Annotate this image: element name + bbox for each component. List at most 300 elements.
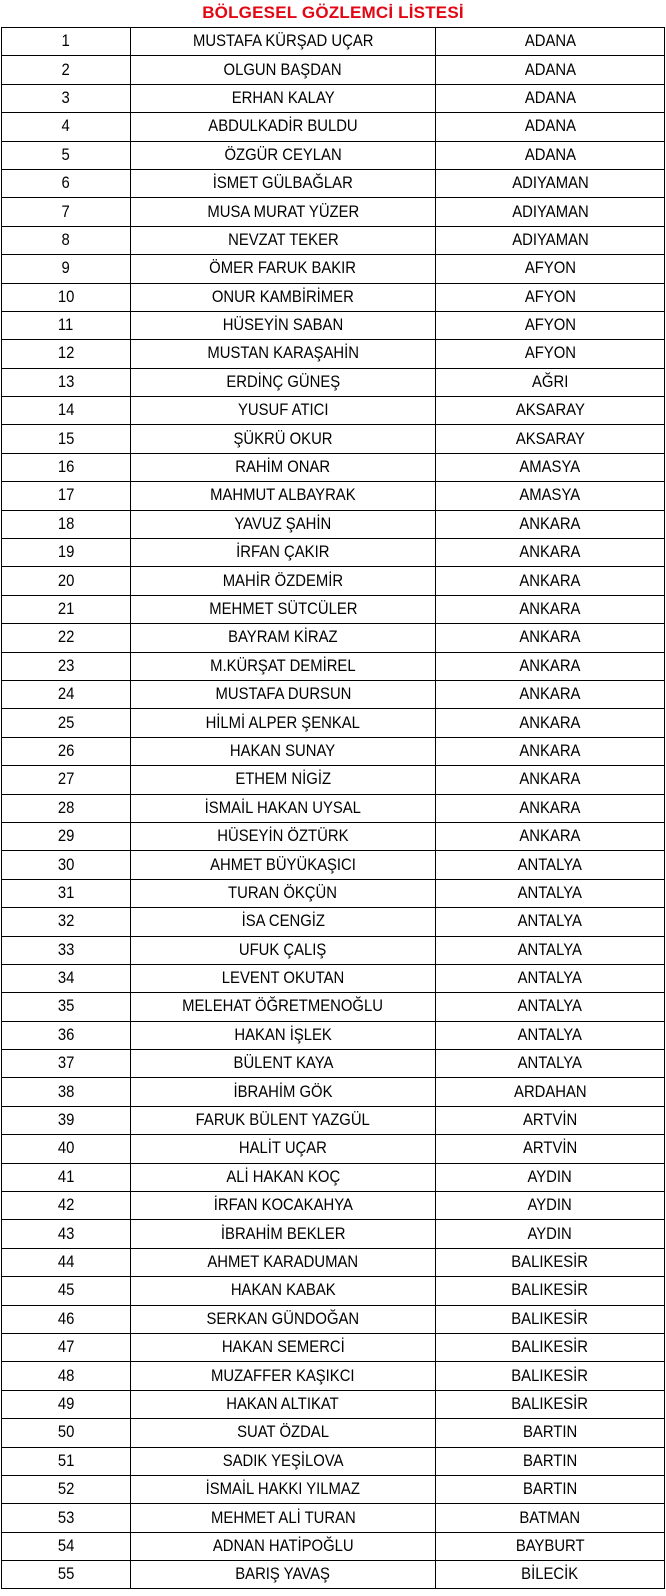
observer-city bbox=[436, 311, 665, 339]
table-row bbox=[2, 680, 665, 708]
table-row bbox=[2, 1504, 665, 1532]
row-number bbox=[2, 624, 131, 652]
observer-name bbox=[131, 879, 436, 907]
observer-name bbox=[131, 794, 436, 822]
observer-city-text: AYDIN bbox=[527, 1196, 573, 1215]
observer-name bbox=[131, 28, 436, 56]
row-number-text: 12 bbox=[57, 344, 75, 363]
observer-city bbox=[436, 936, 665, 964]
observer-city-text: AMASYA bbox=[519, 458, 581, 477]
row-number bbox=[2, 169, 131, 197]
observer-name-text: BARIŞ YAVAŞ bbox=[235, 1565, 331, 1584]
row-number-text: 10 bbox=[57, 287, 75, 306]
row-number-text: 27 bbox=[57, 770, 75, 789]
row-number-text: 39 bbox=[57, 1111, 75, 1130]
observer-city-text: ANKARA bbox=[519, 543, 581, 562]
observer-city-text: AFYON bbox=[524, 259, 576, 278]
row-number bbox=[2, 737, 131, 765]
row-number bbox=[2, 680, 131, 708]
row-number-text: 34 bbox=[57, 969, 75, 988]
observer-name-text: MEHMET SÜTCÜLER bbox=[208, 600, 358, 618]
observer-name-text: MEHMET ALİ TURAN bbox=[210, 1508, 356, 1527]
row-number-text: 35 bbox=[57, 997, 75, 1016]
observer-city-text: BALIKESİR bbox=[511, 1366, 589, 1385]
observer-city-text: ANTALYA bbox=[517, 883, 583, 902]
observer-city bbox=[436, 595, 665, 623]
observer-name bbox=[131, 453, 436, 481]
observer-city bbox=[436, 680, 665, 708]
observer-name bbox=[131, 255, 436, 283]
observer-name-text: AHMET BÜYÜKAŞICI bbox=[210, 855, 356, 874]
row-number-text: 28 bbox=[57, 798, 75, 817]
observer-city-text: AYDIN bbox=[527, 1224, 573, 1243]
table-row bbox=[2, 1419, 665, 1447]
row-number bbox=[2, 368, 131, 396]
table-row bbox=[2, 936, 665, 964]
observer-city-text: BALIKESİR bbox=[511, 1252, 589, 1271]
row-number bbox=[2, 1504, 131, 1532]
observer-name bbox=[131, 1192, 436, 1220]
observer-city-text: ANKARA bbox=[519, 713, 581, 732]
row-number-text: 45 bbox=[57, 1281, 75, 1300]
observer-city-text: ANKARA bbox=[519, 741, 581, 760]
table-row bbox=[2, 539, 665, 567]
row-number bbox=[2, 539, 131, 567]
observer-name-text: FARUK BÜLENT YAZGÜL bbox=[195, 1111, 371, 1130]
row-number bbox=[2, 1248, 131, 1276]
row-number bbox=[2, 1163, 131, 1191]
row-number bbox=[2, 567, 131, 595]
row-number-text: 2 bbox=[61, 60, 71, 79]
observer-city-text: AKSARAY bbox=[515, 429, 585, 448]
observer-table bbox=[1, 27, 665, 1589]
observer-name bbox=[131, 113, 436, 141]
observer-name bbox=[131, 169, 436, 197]
row-number bbox=[2, 311, 131, 339]
table-row bbox=[2, 311, 665, 339]
observer-city-text: AFYON bbox=[524, 344, 576, 363]
observer-name bbox=[131, 1447, 436, 1475]
observer-name bbox=[131, 425, 436, 453]
row-number-text: 44 bbox=[57, 1252, 75, 1271]
observer-city bbox=[436, 1419, 665, 1447]
table-row bbox=[2, 1106, 665, 1134]
observer-city bbox=[436, 226, 665, 254]
table-row bbox=[2, 737, 665, 765]
observer-city-text: AĞRI bbox=[531, 372, 569, 391]
table-row bbox=[2, 255, 665, 283]
row-number-text: 18 bbox=[57, 514, 75, 533]
observer-name-text: İSMET GÜLBAĞLAR bbox=[212, 174, 354, 193]
table-row bbox=[2, 141, 665, 169]
table-row bbox=[2, 652, 665, 680]
row-number-text: 6 bbox=[61, 174, 71, 193]
observer-city bbox=[436, 879, 665, 907]
observer-city-text: ANKARA bbox=[519, 798, 581, 817]
row-number bbox=[2, 794, 131, 822]
table-row bbox=[2, 56, 665, 84]
row-number-text: 29 bbox=[57, 827, 75, 846]
observer-city bbox=[436, 1021, 665, 1049]
observer-city-text: ADANA bbox=[524, 60, 576, 79]
observer-name bbox=[131, 1277, 436, 1305]
row-number bbox=[2, 1333, 131, 1361]
table-row bbox=[2, 283, 665, 311]
observer-name-text: ÖMER FARUK BAKIR bbox=[209, 259, 357, 278]
observer-name-text: LEVENT OKUTAN bbox=[221, 969, 345, 988]
observer-name bbox=[131, 624, 436, 652]
observer-name-text: İBRAHİM BEKLER bbox=[220, 1224, 346, 1243]
row-number bbox=[2, 283, 131, 311]
observer-city bbox=[436, 1305, 665, 1333]
observer-table-body bbox=[2, 28, 665, 1589]
row-number bbox=[2, 1050, 131, 1078]
table-row bbox=[2, 709, 665, 737]
observer-name bbox=[131, 1532, 436, 1560]
row-number-text: 14 bbox=[57, 401, 75, 420]
observer-name bbox=[131, 1021, 436, 1049]
observer-name-text: HAKAN SEMERCİ bbox=[221, 1338, 345, 1357]
table-row bbox=[2, 1333, 665, 1361]
observer-city-text: BALIKESİR bbox=[511, 1338, 589, 1357]
row-number bbox=[2, 255, 131, 283]
observer-city-text: AFYON bbox=[524, 316, 576, 335]
observer-city-text: ANTALYA bbox=[517, 912, 583, 931]
row-number bbox=[2, 1192, 131, 1220]
table-row bbox=[2, 453, 665, 481]
row-number-text: 11 bbox=[58, 316, 74, 335]
observer-city bbox=[436, 993, 665, 1021]
observer-city-text: ARDAHAN bbox=[513, 1082, 587, 1101]
observer-city bbox=[436, 794, 665, 822]
row-number-text: 15 bbox=[57, 429, 75, 448]
observer-name bbox=[131, 84, 436, 112]
row-number-text: 48 bbox=[57, 1366, 75, 1385]
row-number bbox=[2, 766, 131, 794]
observer-city bbox=[436, 567, 665, 595]
observer-name bbox=[131, 993, 436, 1021]
observer-name-text: ADNAN HATİPOĞLU bbox=[212, 1536, 354, 1555]
table-row bbox=[2, 340, 665, 368]
observer-name-text: SUAT ÖZDAL bbox=[237, 1423, 329, 1442]
observer-name-text: İRFAN KOCAKAHYA bbox=[213, 1196, 353, 1215]
row-number bbox=[2, 1447, 131, 1475]
observer-city bbox=[436, 1106, 665, 1134]
table-row bbox=[2, 482, 665, 510]
row-number-text: 25 bbox=[57, 713, 75, 732]
row-number bbox=[2, 198, 131, 226]
table-row bbox=[2, 851, 665, 879]
row-number bbox=[2, 425, 131, 453]
table-row bbox=[2, 1532, 665, 1560]
observer-name-text: HAKAN KABAK bbox=[230, 1281, 336, 1300]
observer-name-text: ALİ HAKAN KOÇ bbox=[226, 1167, 340, 1186]
observer-city-text: ADIYAMAN bbox=[511, 174, 589, 193]
observer-name-text: İSMAİL HAKAN UYSAL bbox=[204, 798, 362, 817]
observer-name bbox=[131, 964, 436, 992]
observer-city bbox=[436, 624, 665, 652]
observer-name bbox=[131, 822, 436, 850]
observer-name bbox=[131, 198, 436, 226]
observer-city-text: BARTIN bbox=[522, 1480, 578, 1499]
observer-name-text: AHMET KARADUMAN bbox=[207, 1252, 359, 1271]
row-number-text: 17 bbox=[57, 486, 75, 505]
observer-name bbox=[131, 1248, 436, 1276]
observer-city bbox=[436, 198, 665, 226]
table-row bbox=[2, 1163, 665, 1191]
observer-city bbox=[436, 1447, 665, 1475]
observer-city-text: ANTALYA bbox=[517, 1025, 583, 1044]
observer-name bbox=[131, 141, 436, 169]
row-number bbox=[2, 397, 131, 425]
row-number bbox=[2, 595, 131, 623]
observer-city bbox=[436, 1135, 665, 1163]
observer-name bbox=[131, 1362, 436, 1390]
row-number bbox=[2, 482, 131, 510]
observer-city bbox=[436, 851, 665, 879]
row-number-text: 26 bbox=[57, 741, 75, 760]
observer-name bbox=[131, 737, 436, 765]
row-number-text: 8 bbox=[61, 230, 71, 249]
observer-city bbox=[436, 169, 665, 197]
observer-name-text: ERHAN KALAY bbox=[231, 88, 335, 107]
observer-city bbox=[436, 539, 665, 567]
table-row bbox=[2, 1305, 665, 1333]
row-number-text: 9 bbox=[61, 259, 71, 278]
observer-city bbox=[436, 1475, 665, 1503]
row-number bbox=[2, 28, 131, 56]
observer-name-text: YAVUZ ŞAHİN bbox=[234, 514, 332, 533]
row-number bbox=[2, 1220, 131, 1248]
observer-name-text: SERKAN GÜNDOĞAN bbox=[206, 1309, 360, 1328]
observer-name bbox=[131, 1561, 436, 1589]
observer-city bbox=[436, 652, 665, 680]
row-number bbox=[2, 113, 131, 141]
observer-name bbox=[131, 709, 436, 737]
observer-name bbox=[131, 1078, 436, 1106]
observer-name bbox=[131, 1390, 436, 1418]
row-number bbox=[2, 84, 131, 112]
row-number bbox=[2, 1362, 131, 1390]
row-number-text: 54 bbox=[57, 1536, 75, 1555]
observer-name bbox=[131, 1475, 436, 1503]
table-row bbox=[2, 169, 665, 197]
observer-name-text: ETHEM NİGİZ bbox=[235, 770, 331, 789]
observer-name-text: BÜLENT KAYA bbox=[233, 1054, 333, 1073]
observer-name-text: ŞÜKRÜ OKUR bbox=[233, 429, 333, 448]
table-row bbox=[2, 1078, 665, 1106]
observer-city-text: AYDIN bbox=[527, 1167, 573, 1186]
observer-name bbox=[131, 1050, 436, 1078]
observer-name bbox=[131, 1135, 436, 1163]
row-number-text: 37 bbox=[57, 1054, 75, 1073]
row-number bbox=[2, 453, 131, 481]
table-row bbox=[2, 964, 665, 992]
observer-name-text: HAKAN ALTIKAT bbox=[226, 1394, 340, 1413]
observer-city bbox=[436, 1561, 665, 1589]
observer-city bbox=[436, 1532, 665, 1560]
observer-name-text: MUSTAFA KÜRŞAD UÇAR bbox=[192, 32, 374, 51]
table-row bbox=[2, 1561, 665, 1589]
observer-city-text: ADANA bbox=[524, 88, 576, 107]
row-number bbox=[2, 993, 131, 1021]
observer-name-text: MUSTAN KARAŞAHİN bbox=[207, 344, 359, 363]
observer-name bbox=[131, 1163, 436, 1191]
row-number bbox=[2, 936, 131, 964]
row-number-text: 16 bbox=[57, 458, 75, 477]
observer-name bbox=[131, 936, 436, 964]
observer-name-text: HAKAN İŞLEK bbox=[234, 1025, 332, 1044]
observer-city-text: ANTALYA bbox=[517, 1054, 583, 1073]
observer-name-text: MAHİR ÖZDEMİR bbox=[222, 571, 344, 590]
observer-city-text: ADANA bbox=[524, 32, 576, 51]
row-number-text: 1 bbox=[61, 32, 71, 51]
observer-city bbox=[436, 453, 665, 481]
observer-name bbox=[131, 1220, 436, 1248]
observer-name bbox=[131, 595, 436, 623]
observer-city bbox=[436, 766, 665, 794]
table-row bbox=[2, 425, 665, 453]
row-number bbox=[2, 1078, 131, 1106]
observer-name-text: MUZAFFER KAŞIKCI bbox=[211, 1366, 355, 1385]
list-title: BÖLGESEL GÖZLEMCİ LİSTESİ bbox=[202, 3, 464, 22]
row-number bbox=[2, 1561, 131, 1589]
table-row bbox=[2, 567, 665, 595]
row-number-text: 47 bbox=[57, 1338, 75, 1357]
observer-name bbox=[131, 766, 436, 794]
observer-city bbox=[436, 368, 665, 396]
observer-name-text: UFUK ÇALIŞ bbox=[239, 940, 327, 959]
row-number-text: 36 bbox=[57, 1025, 75, 1044]
observer-city-text: ANKARA bbox=[519, 827, 581, 846]
row-number bbox=[2, 1532, 131, 1560]
row-number bbox=[2, 56, 131, 84]
observer-city-text: BATMAN bbox=[519, 1508, 581, 1527]
observer-city bbox=[436, 1078, 665, 1106]
row-number bbox=[2, 226, 131, 254]
row-number-text: 32 bbox=[57, 912, 75, 931]
row-number bbox=[2, 851, 131, 879]
observer-name-text: İBRAHİM GÖK bbox=[233, 1082, 333, 1101]
observer-name bbox=[131, 1419, 436, 1447]
observer-city-text: ANKARA bbox=[519, 770, 581, 789]
row-number-text: 40 bbox=[57, 1139, 75, 1158]
row-number bbox=[2, 1390, 131, 1418]
observer-city-text: ANTALYA bbox=[517, 855, 583, 874]
observer-city-text: AMASYA bbox=[519, 486, 581, 505]
observer-city bbox=[436, 1390, 665, 1418]
observer-name-text: ONUR KAMBİRİMER bbox=[212, 287, 354, 306]
observer-city bbox=[436, 1504, 665, 1532]
row-number-text: 19 bbox=[57, 543, 75, 562]
observer-city-text: BALIKESİR bbox=[511, 1281, 589, 1300]
observer-city-text: BALIKESİR bbox=[511, 1309, 589, 1328]
observer-name-text: MUSTAFA DURSUN bbox=[215, 685, 351, 704]
row-number-text: 33 bbox=[57, 940, 75, 959]
table-row bbox=[2, 794, 665, 822]
observer-name-text: ÖZGÜR CEYLAN bbox=[224, 145, 342, 164]
observer-name-text: ABDULKADİR BULDU bbox=[208, 117, 358, 136]
table-row bbox=[2, 1277, 665, 1305]
table-row bbox=[2, 908, 665, 936]
observer-name bbox=[131, 482, 436, 510]
observer-name-text: HİLMİ ALPER ŞENKAL bbox=[205, 713, 361, 732]
observer-city bbox=[436, 283, 665, 311]
observer-name-text: ERDİNÇ GÜNEŞ bbox=[226, 372, 340, 391]
row-number bbox=[2, 1419, 131, 1447]
row-number bbox=[2, 652, 131, 680]
table-row bbox=[2, 624, 665, 652]
observer-name bbox=[131, 283, 436, 311]
observer-city-text: ANKARA bbox=[519, 628, 581, 647]
observer-city-text: ANKARA bbox=[519, 656, 581, 675]
row-number-text: 50 bbox=[57, 1423, 75, 1442]
row-number bbox=[2, 141, 131, 169]
row-number-text: 42 bbox=[57, 1196, 75, 1215]
row-number-text: 43 bbox=[57, 1224, 75, 1243]
row-number bbox=[2, 822, 131, 850]
row-number-text: 46 bbox=[57, 1309, 75, 1328]
observer-city-text: BARTIN bbox=[522, 1451, 578, 1470]
observer-name-text: İSA CENGİZ bbox=[241, 912, 325, 931]
row-number-text: 22 bbox=[57, 628, 75, 647]
observer-city bbox=[436, 1220, 665, 1248]
observer-city-text: ARTVİN bbox=[522, 1111, 578, 1130]
observer-name bbox=[131, 510, 436, 538]
row-number-text: 52 bbox=[57, 1480, 75, 1499]
observer-name bbox=[131, 851, 436, 879]
row-number-text: 4 bbox=[61, 117, 71, 136]
observer-name-text: RAHİM ONAR bbox=[235, 458, 331, 477]
observer-city-text: ANTALYA bbox=[517, 969, 583, 988]
observer-city-text: ADIYAMAN bbox=[511, 202, 589, 221]
observer-city bbox=[436, 255, 665, 283]
table-row bbox=[2, 1050, 665, 1078]
row-number-text: 3 bbox=[61, 88, 71, 107]
row-number-text: 7 bbox=[61, 202, 71, 221]
observer-city bbox=[436, 1362, 665, 1390]
table-row bbox=[2, 198, 665, 226]
table-row bbox=[2, 1362, 665, 1390]
row-number bbox=[2, 510, 131, 538]
observer-city bbox=[436, 1050, 665, 1078]
observer-name-text: SADIK YEŞİLOVA bbox=[222, 1451, 344, 1470]
observer-city bbox=[436, 822, 665, 850]
observer-city bbox=[436, 1248, 665, 1276]
observer-city bbox=[436, 56, 665, 84]
observer-city bbox=[436, 1163, 665, 1191]
observer-name bbox=[131, 397, 436, 425]
row-number-text: 49 bbox=[57, 1394, 75, 1413]
observer-name-text: HAKAN SUNAY bbox=[230, 741, 336, 760]
table-row bbox=[2, 822, 665, 850]
observer-city-text: BALIKESİR bbox=[511, 1394, 589, 1413]
row-number-text: 41 bbox=[57, 1167, 75, 1186]
table-row bbox=[2, 1447, 665, 1475]
observer-city bbox=[436, 1333, 665, 1361]
observer-city bbox=[436, 84, 665, 112]
observer-name-text: NEVZAT TEKER bbox=[227, 230, 339, 249]
row-number-text: 30 bbox=[57, 855, 75, 874]
observer-city-text: ANTALYA bbox=[517, 940, 583, 959]
row-number bbox=[2, 879, 131, 907]
observer-name-text: MUSA MURAT YÜZER bbox=[207, 202, 359, 221]
table-row bbox=[2, 84, 665, 112]
observer-city-text: ANKARA bbox=[519, 685, 581, 704]
row-number bbox=[2, 1475, 131, 1503]
table-row bbox=[2, 766, 665, 794]
observer-city bbox=[436, 482, 665, 510]
